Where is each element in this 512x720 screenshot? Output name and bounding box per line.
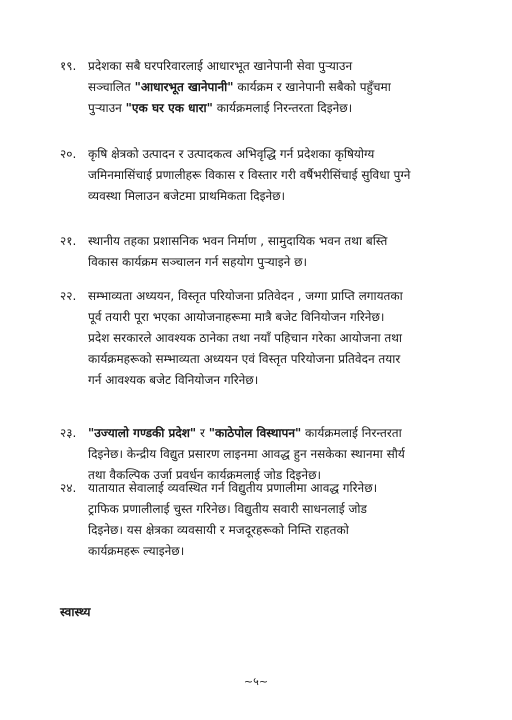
section-heading: स्वास्थ्य [60, 605, 91, 619]
item-number: २२. [60, 289, 77, 303]
text-line: यातायात सेवालाई व्यवस्थित गर्न विद्युतीय प्रणालीमा आवद्ध गरिनेछ। [88, 481, 378, 495]
text-line: तथा वैकल्पिक उर्जा प्रवर्धन कार्यक्रमलाई जोड दिइनेछ। [88, 468, 322, 482]
text-line: ट्राफिक प्रणालीलाई चुस्त गरिनेछ। विद्युतीय सवारी साधनलाई जोड [88, 502, 367, 516]
text-segment: पुर्‍याउन [88, 101, 126, 115]
text-line: जमिनमासिंचाई प्रणालीहरू विकास र विस्तार गरी वर्षैभरीसिंचाई सुविधा पुग्ने [88, 168, 411, 182]
item-text [88, 231, 488, 273]
text-line: पूर्व तयारी पूरा भएका आयोजनाहरूमा मात्रै बजेट विनियोजन गरिनेछ। [88, 310, 385, 324]
text-line: गर्न आवश्यक बजेट विनियोजन गरिनेछ। [88, 373, 259, 387]
item-number: २४. [60, 481, 77, 495]
bold-program-name: "काठेपोल विस्थापन" [208, 426, 302, 440]
text-line [88, 77, 488, 98]
text-segment: कार्यक्रमलाई निरन्तरता [301, 426, 402, 440]
item-text [88, 478, 488, 562]
bold-program-name: "उज्यालो गण्डकी प्रदेश" [88, 426, 197, 440]
text-segment: र [196, 426, 209, 440]
text-segment: सञ्चालित [88, 80, 135, 94]
item-text [88, 286, 488, 391]
item-number: २३. [60, 426, 77, 440]
item-text [88, 423, 488, 486]
bold-program-name: "एक घर एक धारा" [125, 101, 213, 115]
text-line: प्रदेश सरकारले आवश्यक ठानेका तथा नयाँ पहिचान गरेका आयोजना तथा [88, 331, 402, 345]
text-line: कृषि क्षेत्रको उत्पादन र उत्पादकत्व अभिवृद्धि गर्न प्रदेशका कृषियोग्य [88, 147, 375, 161]
bold-program-name: "आधारभूत खानेपानी" [134, 80, 234, 94]
page-number: ~५~ [243, 675, 269, 688]
item-number: १९. [60, 59, 77, 73]
text-line: कार्यक्रमहरूको सम्भाव्यता अध्ययन एवं विस्तृत परियोजना प्रतिवेदन तयार [88, 352, 401, 366]
text-line: विकास कार्यक्रम सञ्चालन गर्न सहयोग पुर्‍याइने छ। [88, 255, 308, 269]
text-line: सम्भाव्यता अध्ययन, विस्तृत परियोजना प्रतिवेदन , जग्गा प्राप्ति लगायतका [88, 289, 403, 303]
text-line [88, 423, 488, 444]
text-line: दिइनेछ। यस क्षेत्रका व्यवसायी र मजदूरहरूको निम्ति राहतको [88, 523, 349, 537]
text-line [88, 98, 488, 119]
text-line: व्यवस्था मिलाउन बजेटमा प्राथमिकता दिइनेछ। [88, 189, 286, 203]
text-line: कार्यक्रमहरू ल्याइनेछ। [88, 544, 185, 558]
item-text [88, 144, 488, 207]
item-text [88, 56, 488, 119]
item-number: २०. [60, 147, 77, 161]
text-line: स्थानीय तहका प्रशासनिक भवन निर्माण , सामुदायिक भवन तथा बस्ति [88, 234, 388, 248]
text-line: प्रदेशका सबै घरपरिवारलाई आधारभूत खानेपानी सेवा पुर्‍याउन [88, 59, 353, 73]
text-segment: कार्यक्रमलाई निरन्तरता दिइनेछ। [212, 101, 353, 115]
item-number: २१. [60, 234, 77, 248]
text-line: दिइनेछ। केन्द्रीय विद्युत प्रसारण लाइनमा आवद्ध हुन नसकेका स्थानमा सौर्य [88, 447, 405, 461]
text-segment: कार्यक्रम र खानेपानी सबैको पहुँचमा [233, 80, 391, 94]
